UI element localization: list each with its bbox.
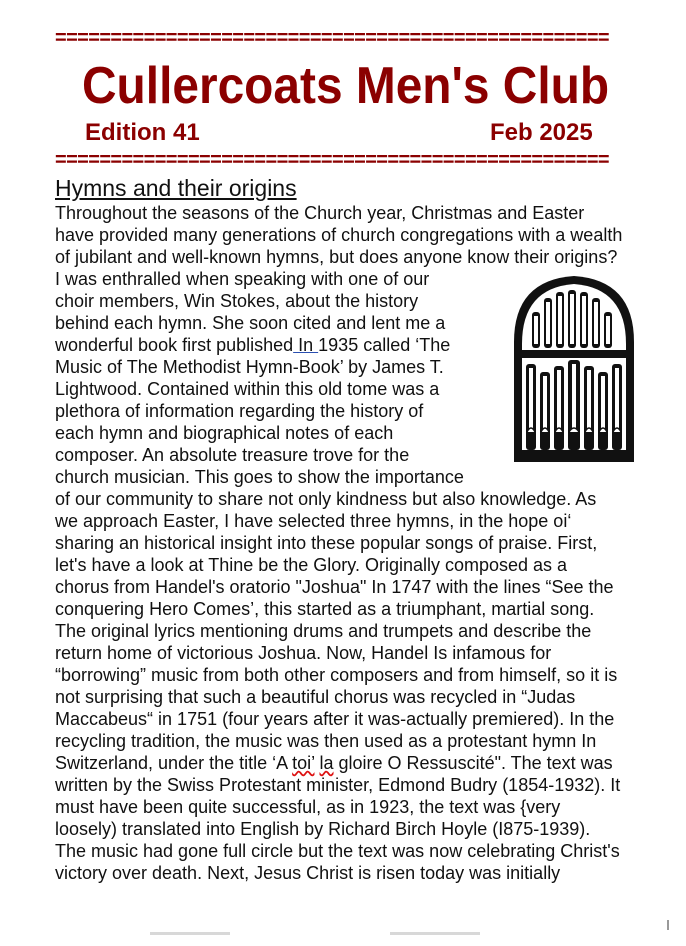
article-line: loosely) translated into English by Richard Birch Hoyle (I875-1939).: [55, 819, 591, 839]
article-line: we approach Easter, I have selected three hymns, in the hope oi‘: [55, 511, 572, 531]
article-line: choir members, Win Stokes, about the history: [55, 291, 419, 311]
article-heading: Hymns and their origins: [55, 175, 297, 201]
article-line: of jubilant and well-known hymns, but does anyone know their origins?: [55, 247, 618, 267]
article-line: I was enthralled when speaking with one of our: [55, 269, 430, 289]
edition-label: Edition 41: [85, 119, 200, 146]
article-line: return home of victorious Joshua. Now, Handel Is infamous for: [55, 643, 552, 663]
article-line: The original lyrics mentioning drums and trumpets and describe the: [55, 621, 592, 641]
article-line: composer. An absolute treasure trove for the: [55, 445, 410, 465]
article-line: Throughout the seasons of the Church year, Christmas and Easter: [55, 203, 585, 223]
organ-pipes-illustration: [506, 272, 642, 468]
article-line: wonderful book first published In 1935 called ‘The: [55, 335, 451, 355]
article-line: written by the Swiss Protestant minister, Edmond Budry (1854-1932). It: [55, 775, 621, 795]
article-line: behind each hymn. She soon cited and lent me a: [55, 313, 446, 333]
article-line: “borrowing” music from both other composers and from himself, so it is: [55, 665, 618, 685]
article-line: must have been quite successful, as in 1923, the text was {very: [55, 797, 561, 817]
footer-smudge: [390, 932, 480, 935]
article-line: Switzerland, under the title ‘A toi’ la gloire O Ressuscité". The text was: [55, 753, 613, 773]
article-line: Lightwood. Contained within this old tome was a: [55, 379, 440, 399]
article-line: have provided many generations of church congregations with a wealth: [55, 225, 623, 245]
spellcheck-word: toi’: [292, 753, 315, 773]
article-line: church musician. This goes to show the importance: [55, 467, 464, 487]
article-line: not surprising that such a beautiful chorus was recycled in “Judas: [55, 687, 576, 707]
masthead-rule-bottom: ==================================================: [55, 150, 609, 170]
marked-word: In: [293, 335, 319, 355]
article-line: victory over death. Next, Jesus Christ is risen today was initially: [55, 863, 561, 883]
date-label: Feb 2025: [490, 119, 593, 146]
article-line: of our community to share not only kindness but also knowledge. As: [55, 489, 597, 509]
article-line: recycling tradition, the music was then used as a protestant hymn In: [55, 731, 597, 751]
masthead-rule-top: ==================================================: [55, 28, 609, 48]
article-line: conquering Hero Comes’, this started as a triumphant, martial song.: [55, 599, 595, 619]
article-line: each hymn and biographical notes of each: [55, 423, 394, 443]
footer-smudge: [150, 932, 230, 935]
spellcheck-word: la: [319, 753, 334, 773]
article-line: Music of The Methodist Hymn-Book’ by James T.: [55, 357, 444, 377]
article-line: sharing an historical insight into these popular songs of praise. First,: [55, 533, 598, 553]
masthead-title: Cullercoats Men's Club: [82, 57, 610, 115]
article-line: The music had gone full circle but the text was now celebrating Christ's: [55, 841, 620, 861]
article-line: chorus from Handel's oratorio "Joshua" In 1747 with the lines “See the: [55, 577, 614, 597]
article-line: plethora of information regarding the history of: [55, 401, 424, 421]
corner-mark: [667, 920, 669, 930]
article-line: Maccabeus“ in 1751 (four years after it was-actually premiered). In the: [55, 709, 615, 729]
article-line: let's have a look at Thine be the Glory. Originally composed as a: [55, 555, 568, 575]
